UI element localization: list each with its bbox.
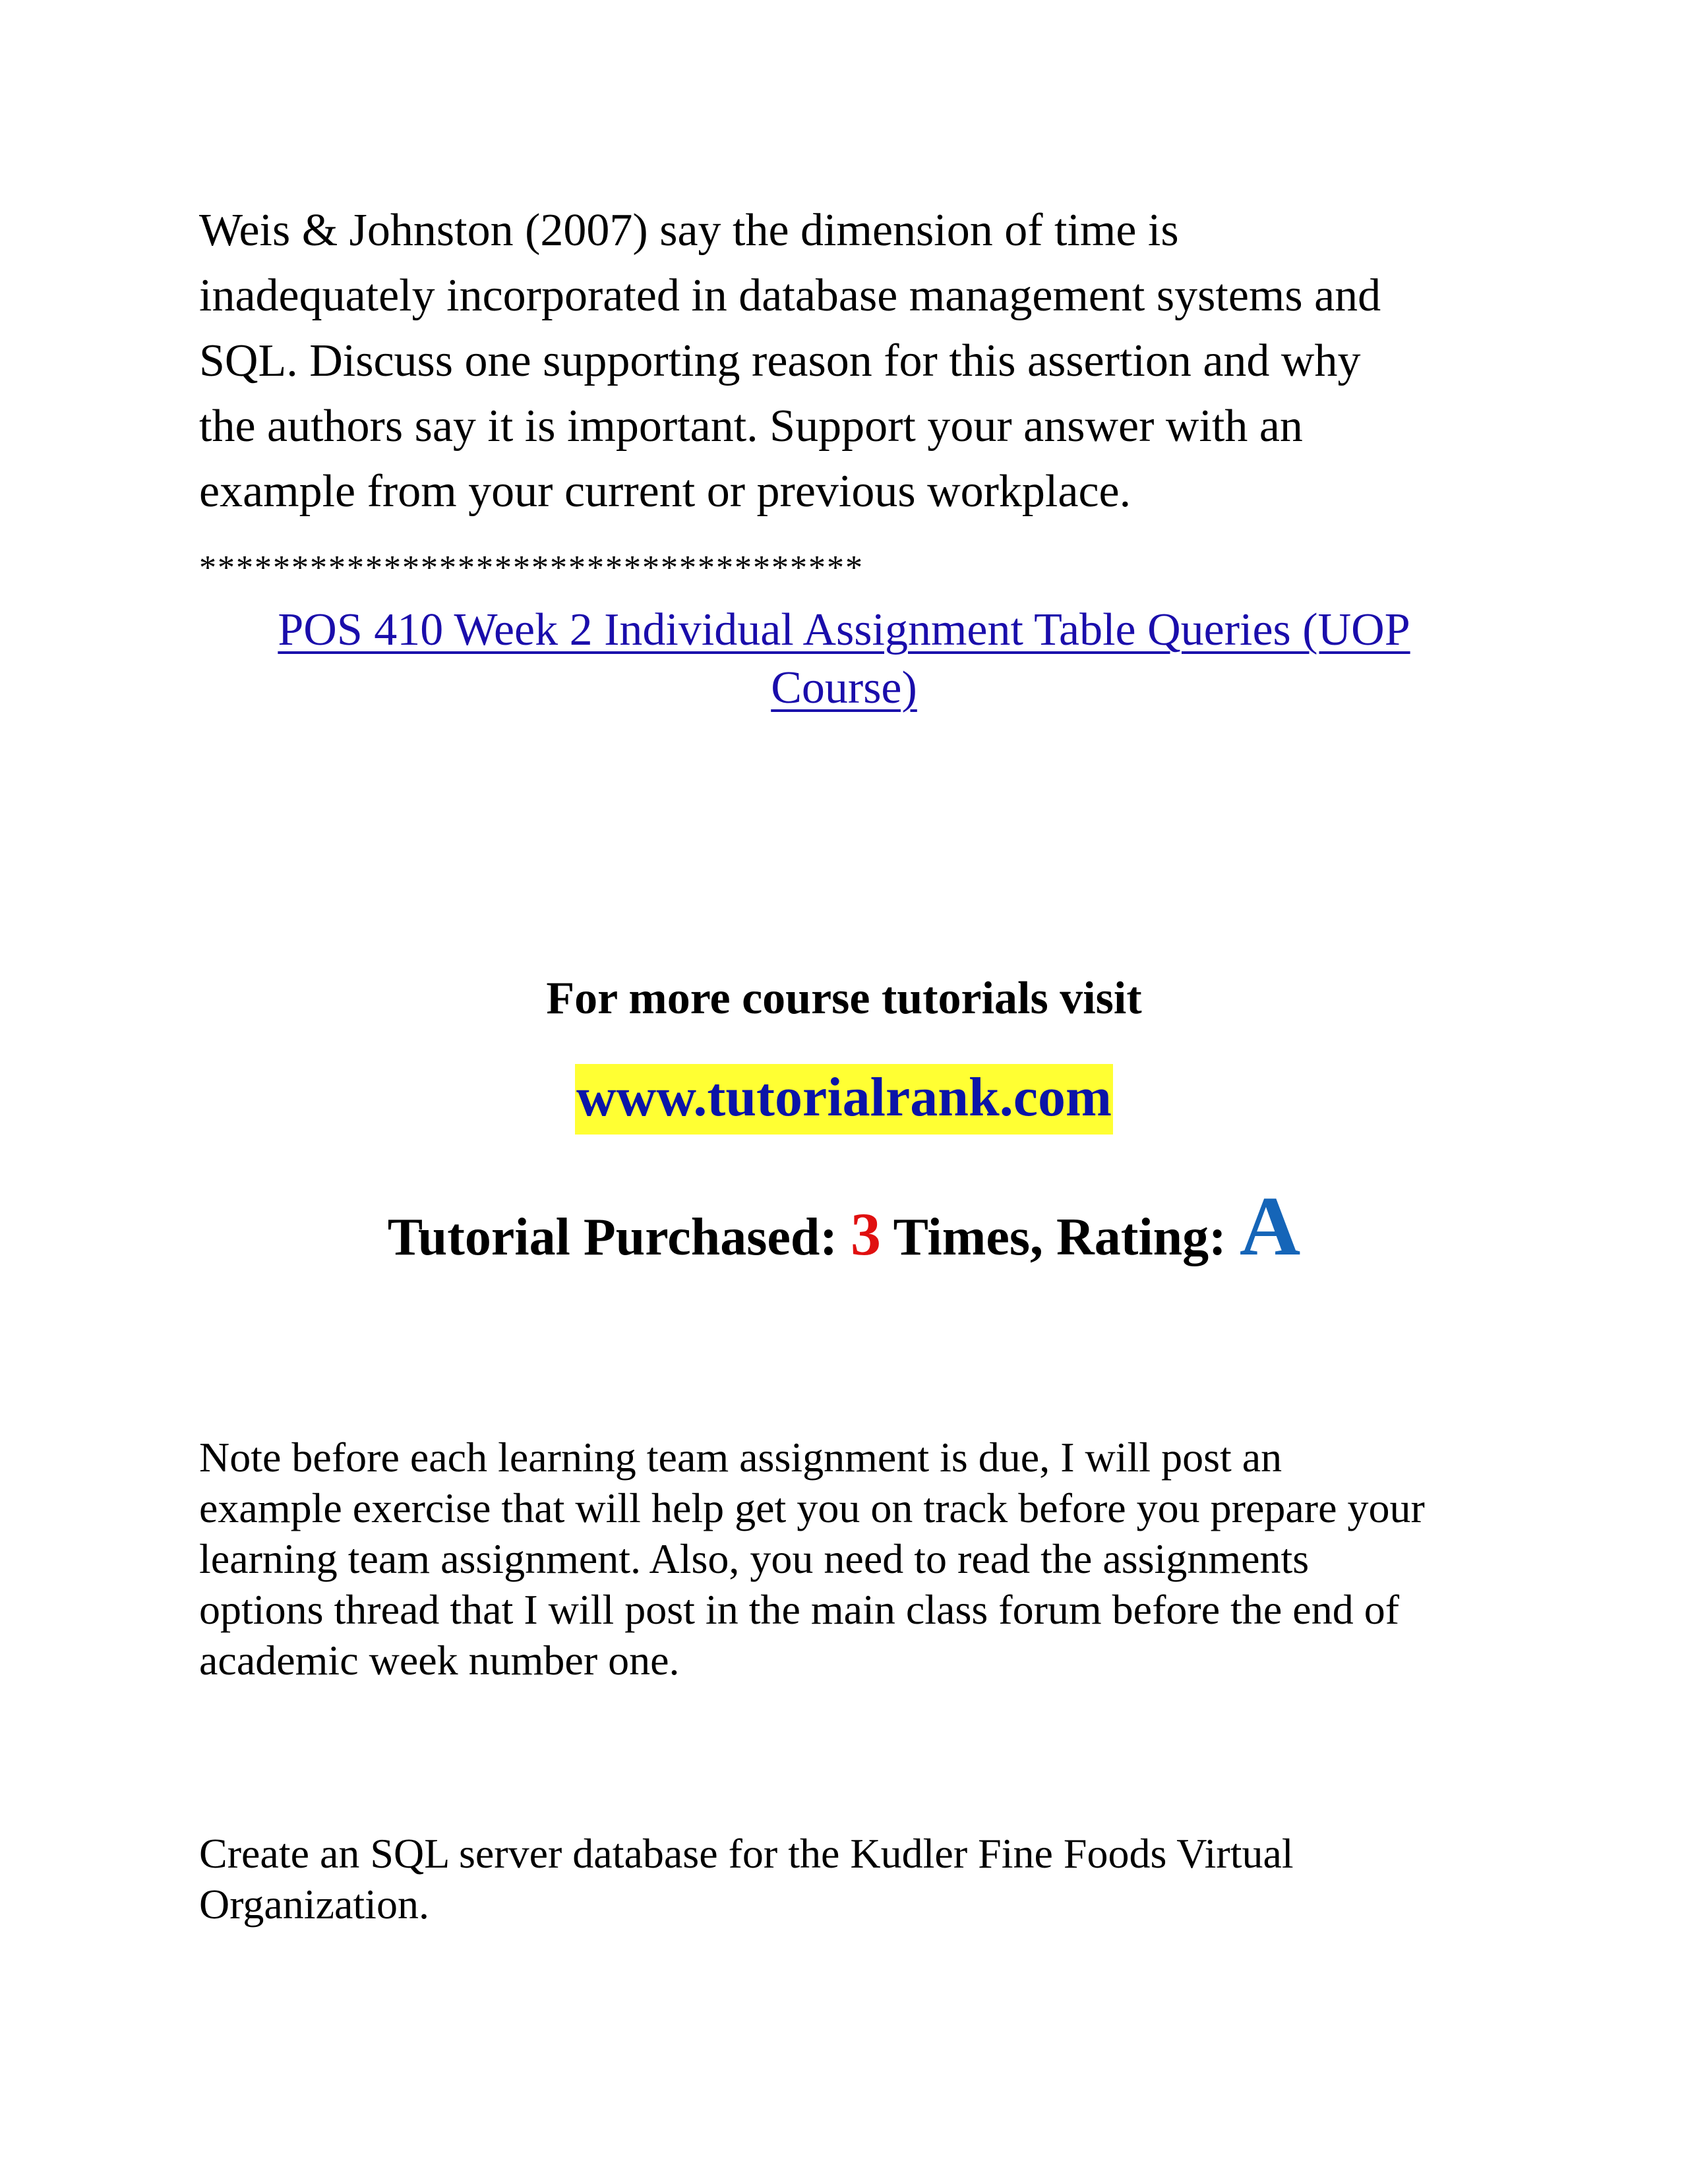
create-line: Organization. — [199, 1881, 429, 1928]
website-line — [0, 1061, 1688, 1149]
note-line: example exercise that will help get you on track before you prepare your — [199, 1485, 1425, 1531]
note-line: Note before each learning team assignment is due, I will post an — [199, 1434, 1282, 1481]
create-line: Create an SQL server database for the Kudler Fine Foods Virtual — [199, 1830, 1294, 1877]
question-line: SQL. Discuss one supporting reason for this assertion and why — [199, 336, 1361, 386]
website-link[interactable]: www.tutorialrank.com — [575, 1064, 1113, 1135]
note-line: options thread that I will post in the main class forum before the end of — [199, 1586, 1399, 1633]
course-title-link[interactable] — [278, 605, 1410, 713]
note-paragraph — [199, 1432, 1518, 1686]
course-link-line: Course) — [771, 663, 917, 713]
question-paragraph — [199, 198, 1518, 524]
rating-grade: A — [1239, 1179, 1301, 1273]
create-paragraph — [199, 1828, 1518, 1930]
purchased-label: Tutorial Purchased: — [387, 1208, 838, 1266]
purchased-count: 3 — [851, 1200, 882, 1268]
visit-text: For more course tutorials visit — [546, 973, 1142, 1024]
note-line: learning team assignment. Also, you need to read the assignments — [199, 1535, 1310, 1582]
asterisk-separator: ************************************ — [199, 549, 864, 587]
times-rating-label: Times, Rating: — [893, 1208, 1226, 1266]
course-link-block — [199, 601, 1489, 717]
question-line: Weis & Johnston (2007) say the dimension of time is — [199, 205, 1179, 256]
purchase-stats — [0, 1180, 1688, 1284]
course-link-line: POS 410 Week 2 Individual Assignment Table Queries (UOP — [278, 605, 1410, 655]
question-line: the authors say it is important. Support your answer with an — [199, 401, 1303, 452]
question-line: inadequately incorporated in database management systems and — [199, 270, 1381, 321]
note-line: academic week number one. — [199, 1637, 680, 1684]
question-line: example from your current or previous workplace. — [199, 466, 1131, 517]
